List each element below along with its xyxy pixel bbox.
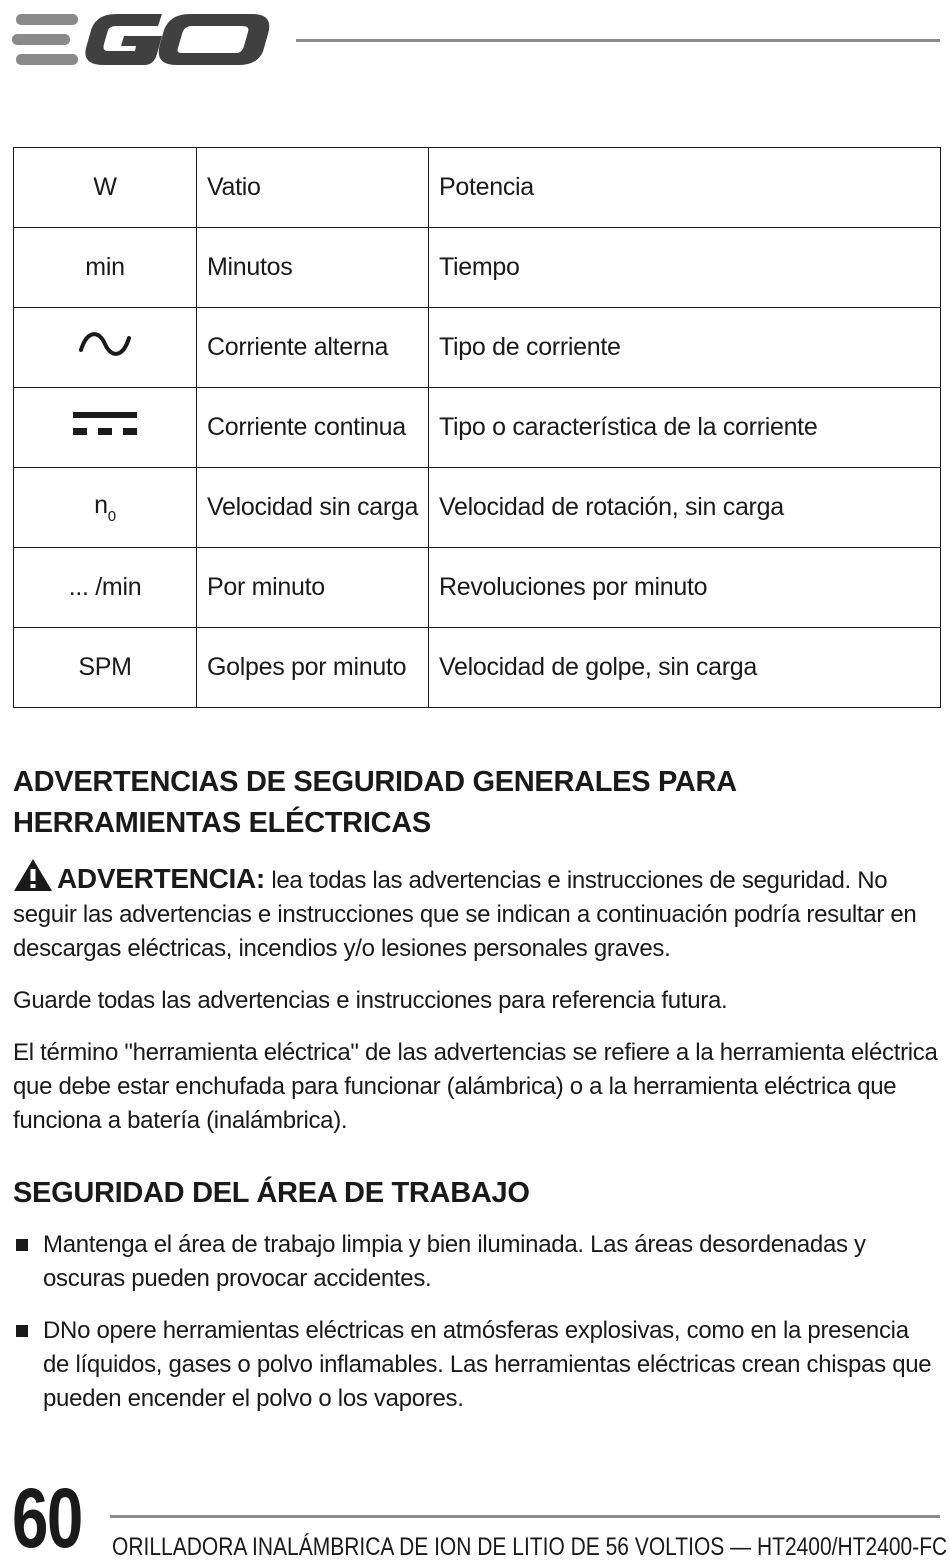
page-header — [0, 0, 950, 80]
list-item-text: Mantenga el área de trabajo limpia y bien iluminada. Las áreas desordenadas y oscuras pueden provocar accidentes. — [43, 1231, 866, 1292]
ego-logo — [12, 8, 272, 70]
bullet-icon — [16, 1325, 28, 1337]
general-safety-title — [13, 762, 933, 844]
meaning-cell: Tipo o característica de la corriente — [429, 388, 941, 468]
symbol-cell: SPM — [14, 628, 197, 708]
list-item-text: DNo opere herramientas eléctricas en atmósferas explosivas, como en la presencia de líquidos, gases o polvo inflamables. Las herramientas eléctricas crean chispas que pueden encender el polvo o los vapores. — [43, 1317, 932, 1412]
name-cell: Corriente alterna — [197, 308, 429, 388]
meaning-cell: Tiempo — [429, 228, 941, 308]
save-instructions-text: Guarde todas las advertencias e instrucciones para referencia futura. — [13, 987, 728, 1014]
header-rule — [296, 39, 940, 42]
symbol-text: n — [94, 490, 108, 519]
work-area-title: SEGURIDAD DEL ÁREA DE TRABAJO — [13, 1177, 530, 1209]
footer-rule — [110, 1515, 940, 1518]
name-cell: Corriente continua — [197, 388, 429, 468]
list-item — [13, 1228, 938, 1296]
bullet-icon — [16, 1239, 28, 1251]
warning-paragraph — [13, 858, 938, 966]
symbol-subscript: 0 — [107, 507, 116, 525]
list-item — [13, 1314, 938, 1416]
meaning-cell: Velocidad de golpe, sin carga — [429, 628, 941, 708]
term-definition-text: El término "herramienta eléctrica" de las advertencias se refiere a la herramienta eléctrica que debe estar enchufada para funcionar (alámbrica) o a la herramienta eléctrica que funciona a batería (inalámbrica). — [13, 1039, 938, 1134]
symbol-cell — [14, 308, 197, 388]
footer-product-title: ORILLADORA INALÁMBRICA DE ION DE LITIO DE 56 VOLTIOS — HT2400/HT2400-FC — [112, 1533, 948, 1561]
table-row — [14, 148, 941, 228]
name-cell: Por minuto — [197, 548, 429, 628]
title-line-1: ADVERTENCIAS DE SEGURIDAD GENERALES PARA — [13, 766, 737, 798]
name-cell: Velocidad sin carga — [197, 468, 429, 548]
work-area-list — [13, 1228, 938, 1434]
symbol-cell: ... /min — [14, 548, 197, 628]
meaning-cell: Revoluciones por minuto — [429, 548, 941, 628]
meaning-cell: Velocidad de rotación, sin carga — [429, 468, 941, 548]
table-row — [14, 548, 941, 628]
symbol-cell — [14, 388, 197, 468]
table-row — [14, 228, 941, 308]
table-row — [14, 308, 941, 388]
page-number: 60 — [12, 1471, 82, 1565]
table-row — [14, 388, 941, 468]
table-row — [14, 468, 941, 548]
name-cell: Vatio — [197, 148, 429, 228]
name-cell: Golpes por minuto — [197, 628, 429, 708]
warning-triangle-icon — [13, 858, 53, 892]
name-cell: Minutos — [197, 228, 429, 308]
table-row — [14, 628, 941, 708]
warning-text: lea todas las advertencias e instrucciones de seguridad. No seguir las advertencias e instrucciones que se indican a continuación podría resultar en descargas eléctricas, incendios y/o lesiones personales graves. — [13, 867, 917, 962]
symbol-cell — [14, 468, 197, 548]
meaning-cell: Tipo de corriente — [429, 308, 941, 388]
direct-current-icon — [71, 408, 139, 440]
symbol-cell: min — [14, 228, 197, 308]
alternating-current-icon — [77, 328, 133, 360]
symbols-table — [13, 147, 941, 708]
symbol-cell: W — [14, 148, 197, 228]
title-line-2: HERRAMIENTAS ELÉCTRICAS — [13, 807, 431, 839]
meaning-cell: Potencia — [429, 148, 941, 228]
warning-label: ADVERTENCIA: — [57, 863, 265, 894]
